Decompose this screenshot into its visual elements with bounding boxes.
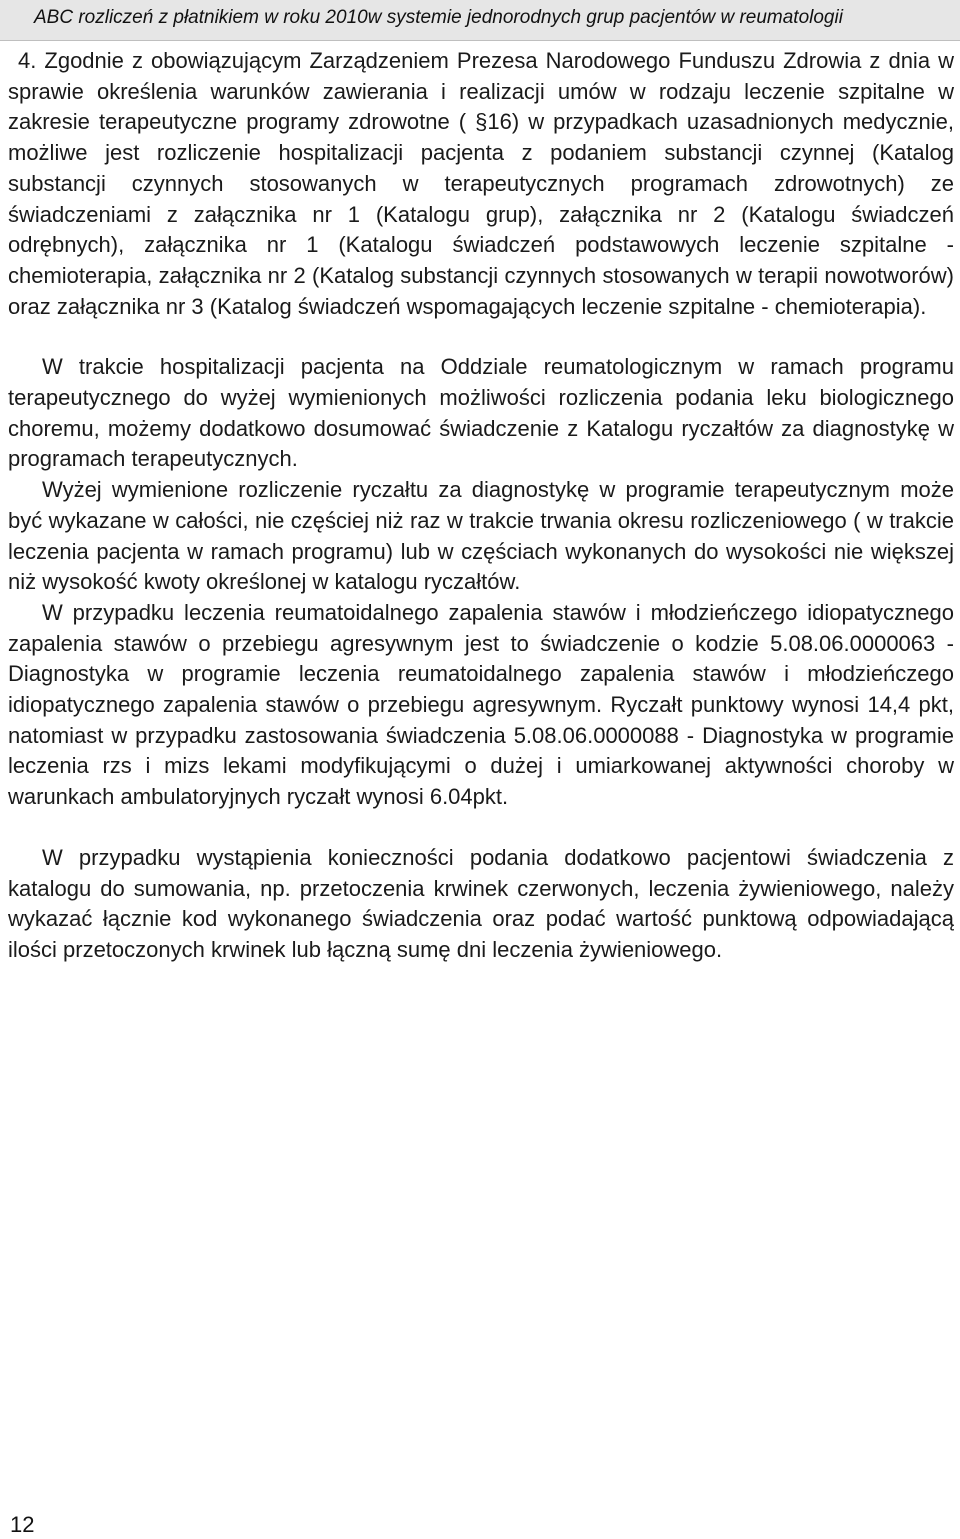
paragraph-lump-sum: Wyżej wymienione rozliczenie ryczałtu za diagnostykę w programie terapeutycznym może być wykazane w całości, nie częściej niż raz w trakcie trwania okresu rozliczeniowego ( w trakcie leczenia pacjenta w ramach programu) lub w częściach wykonanych do wysokości nie większej niż wysokość kwoty określonej w katalogu ryczałtów. [8, 477, 954, 595]
page-number: 12 [10, 1512, 35, 1537]
running-header [0, 0, 960, 41]
paragraph-additional-services: W przypadku wystąpienia konieczności podania dodatkowo pacjentowi świadczenia z katalogu do sumowania, np. przetoczenia krwinek czerwonych, leczenia żywieniowego, należy wykazać łącznie kod wykonanego świadczenia oraz podać wartość punktową odpowiadającą ilości przetoczonych krwinek lub łączną sumę dni leczenia żywieniowego. [8, 844, 954, 962]
paragraph-rheumatoid-arthritis: W przypadku leczenia reumatoidalnego zapalenia stawów i młodzieńczego idiopatycznego zapalenia stawów o przebiegu agresywnym jest to świadczenie o kodzie 5.08.06.0000063 - Diagnostyka w programie leczenia reumatoidalnego zapalenia stawów i młodzieńczego idiopatycznego zapalenia stawów o przebiegu agresywnym. Ryczałt punktowy wynosi 14,4 pkt, natomiast w przypadku zastosowania świadczenia 5.08.06.0000088 - Diagnostyka w programie leczenia rzs i mizs lekami modyfikującymi o dużej i umiarkowanej aktywności choroby w warunkach ambulatoryjnych ryczałt wynosi 6.04pkt. [8, 599, 954, 810]
page-body [8, 46, 954, 966]
paragraph-gap [8, 813, 954, 843]
paragraph-point-4: 4. Zgodnie z obowiązującym Zarządzeniem Prezesa Narodowego Funduszu Zdrowia z dnia w sprawie określenia warunków zawierania i realizacji umów w rodzaju leczenie szpitalne w zakresie terapeutyczne programy zdrowotne ( §16) w przypadkach uzasadnionych medycznie, możliwe jest rozliczenie hospitalizacji pacjenta z podaniem substancji czynnej (Katalog substancji czynnych stosowanych w terapeutycznych programach zdrowotnych) ze świadczeniami z załącznika nr 1 (Katalogu grup), załącznika nr 2 (Katalogu świadczeń odrębnych), załącznika nr 1 (Katalogu świadczeń podstawowych leczenie szpitalne - chemioterapia, załącznika nr 2 (Katalog substancji czynnych stosowanych w terapii nowotworów) oraz załącznika nr 3 (Katalog świadczeń wspomagających leczenie szpitalne - chemioterapia). [8, 48, 954, 319]
paragraph-gap [8, 322, 954, 352]
running-header-title: ABC rozliczeń z płatnikiem w roku 2010w systemie jednorodnych grup pacjentów w reumatologii [34, 7, 843, 28]
paragraph-hospitalization: W trakcie hospitalizacji pacjenta na Oddziale reumatologicznym w ramach programu terapeutycznego do wyżej wymienionych możliwości rozliczenia podania leku biologicznego choremu, możemy dodatkowo dosumować świadczenie z Katalogu ryczałtów za diagnostykę w programach terapeutycznych. [8, 354, 954, 472]
